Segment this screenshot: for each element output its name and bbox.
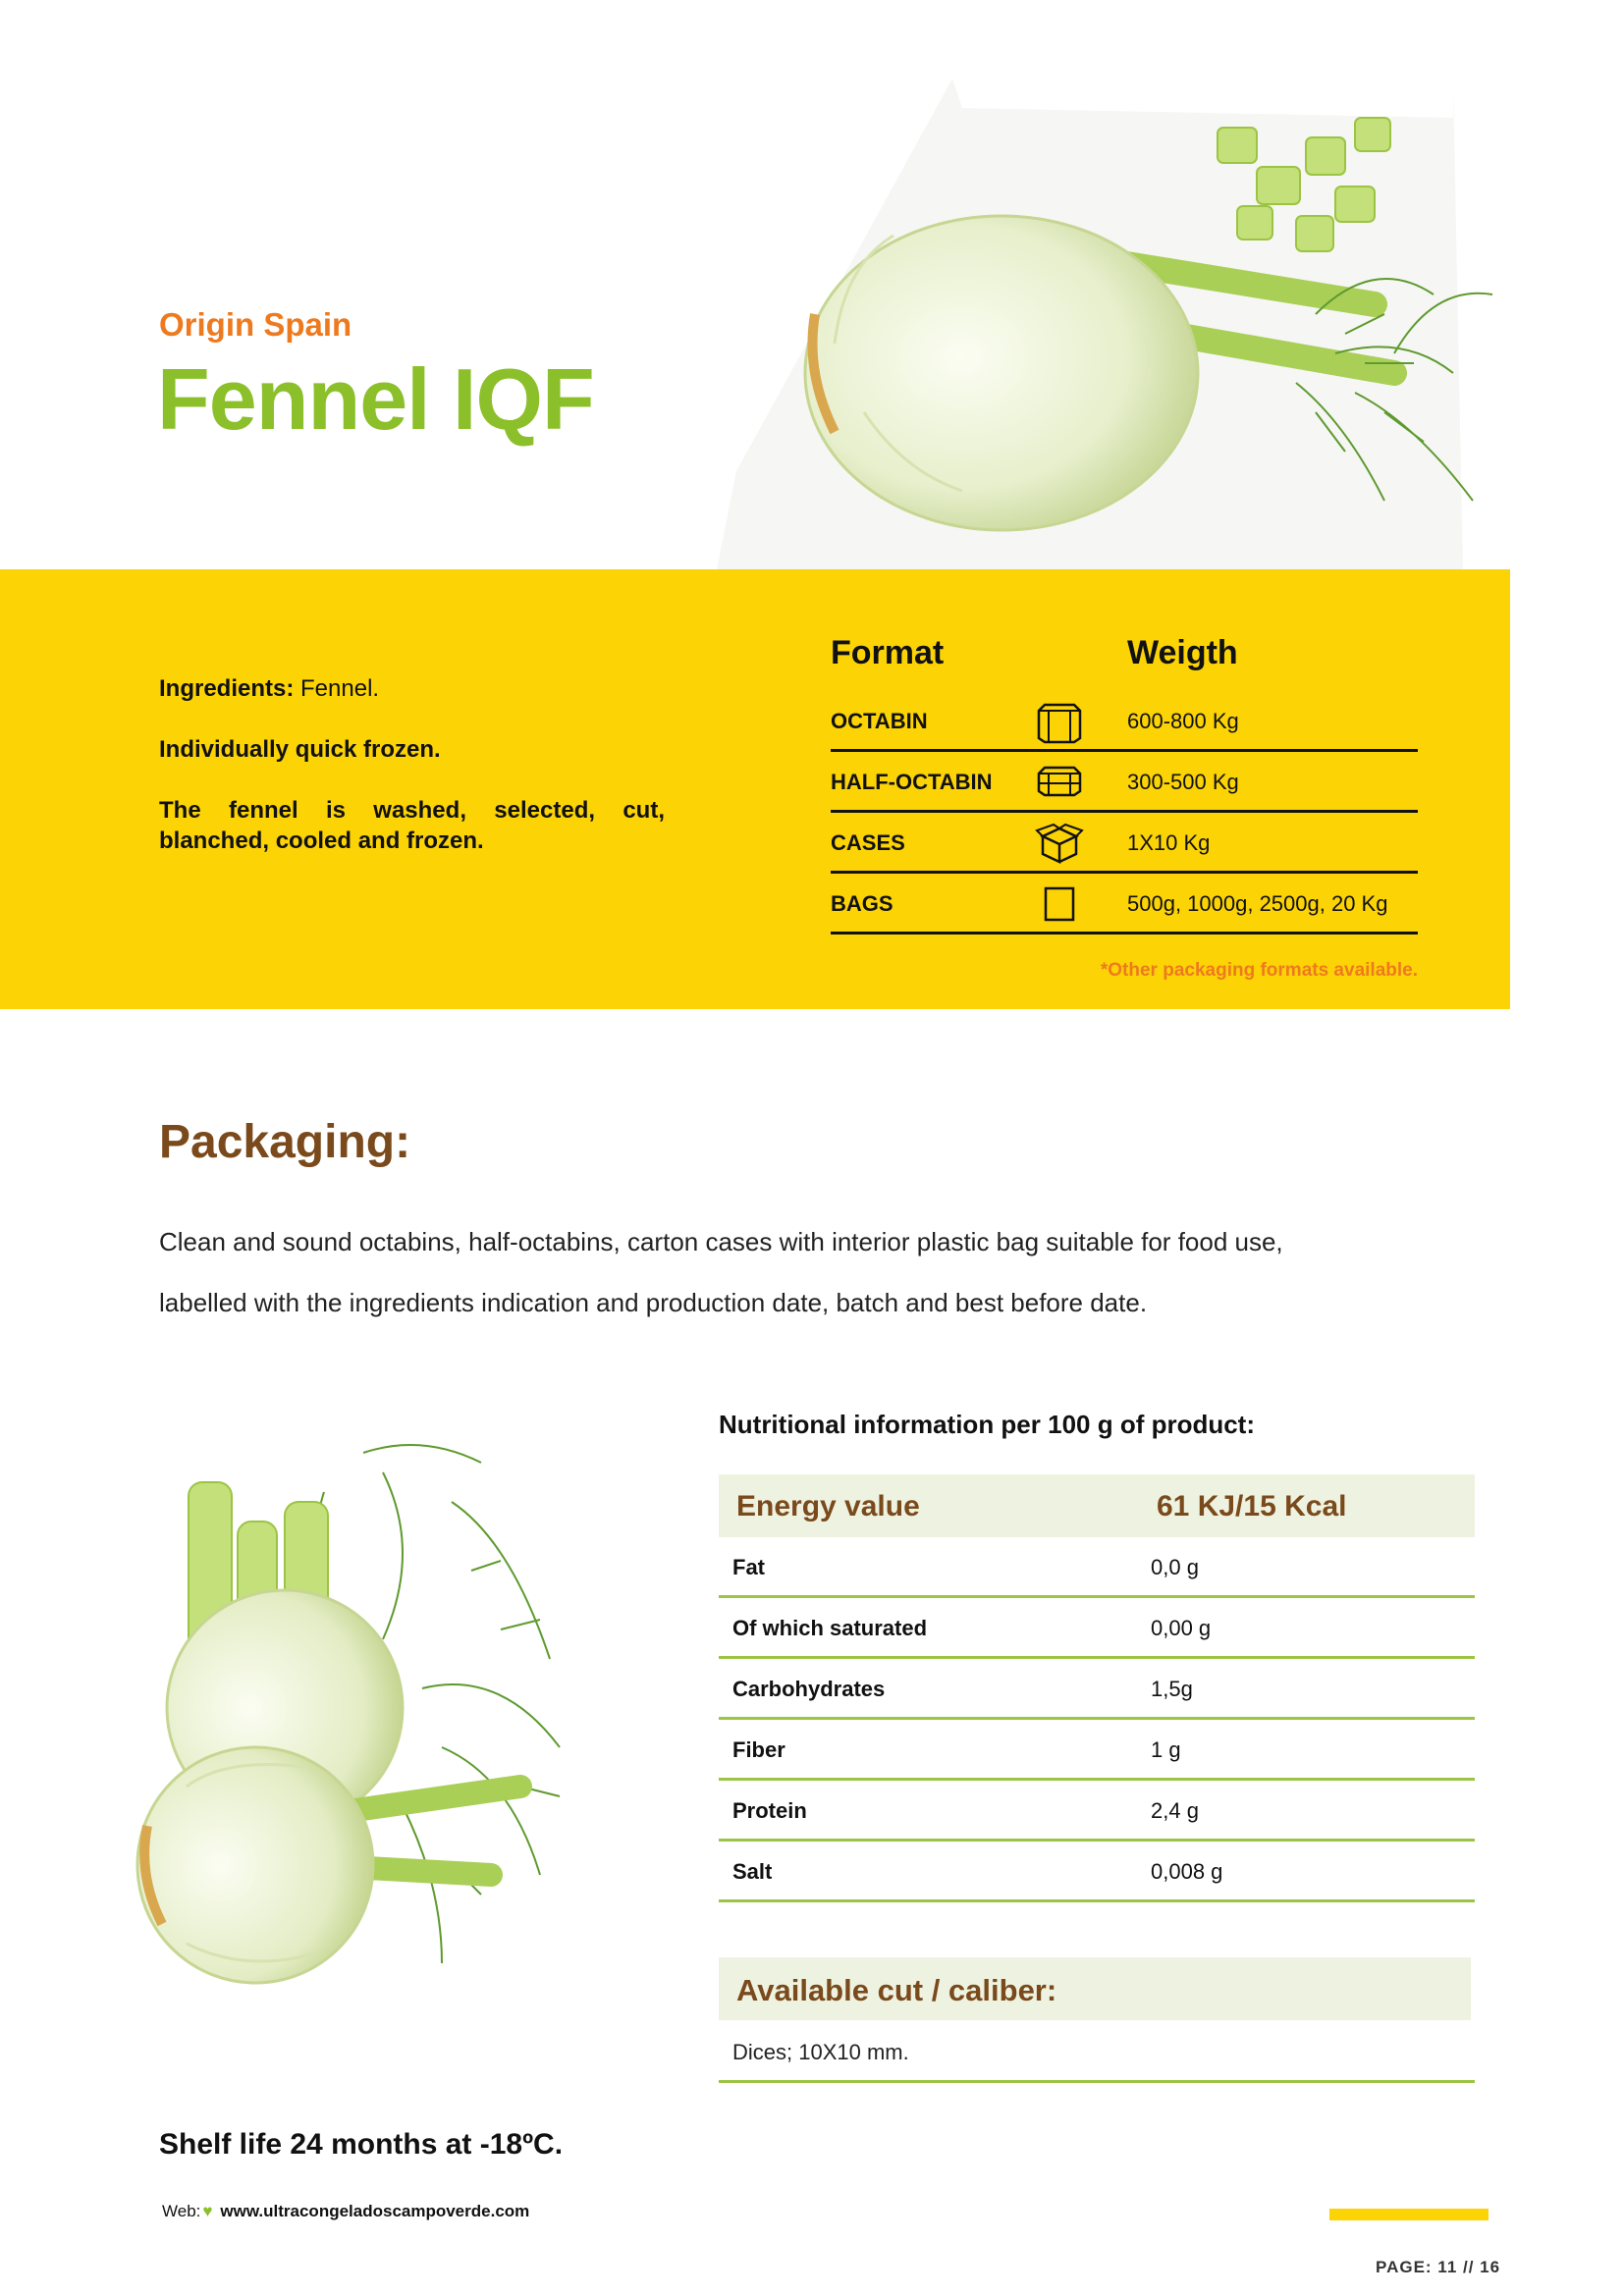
ingredients-value: Fennel. — [294, 675, 380, 702]
nutrient-value: 1,5g — [1151, 1677, 1193, 1701]
nutrient-label: Carbohydrates — [732, 1677, 886, 1701]
half-octabin-icon — [1035, 758, 1084, 805]
web-label: Web: — [162, 2202, 201, 2220]
nutrient-label: Fat — [732, 1555, 765, 1579]
format-row — [831, 874, 1418, 934]
packaging-title: Packaging: — [159, 1116, 411, 1168]
format-name: HALF-OCTABIN — [831, 770, 993, 794]
nutrient-label: Protein — [732, 1798, 807, 1823]
nutrition-title: Nutritional information per 100 g of product: — [719, 1410, 1255, 1439]
packaging-text-line1: Clean and sound octabins, half-octabins, carton cases with interior plastic bag suitable for food use, — [159, 1227, 1283, 1256]
ingredients-label: Ingredients: — [159, 675, 295, 702]
nutrient-value: 0,0 g — [1151, 1555, 1199, 1579]
nutrient-label: Of which saturated — [732, 1616, 928, 1640]
weight-header: Weigth — [1127, 634, 1238, 671]
nutrition-row — [719, 1720, 1475, 1781]
process-text: The fennel is washed, selected, cut, blanched, cooled and frozen. — [159, 797, 665, 854]
nutrition-row — [719, 1781, 1475, 1842]
nutrition-header — [719, 1474, 1475, 1537]
format-weight: 300-500 Kg — [1127, 770, 1239, 794]
web-line — [162, 2202, 529, 2221]
packaging-note: *Other packaging formats available. — [1100, 960, 1418, 981]
octabin-icon — [1035, 697, 1084, 744]
energy-label: Energy value — [736, 1490, 920, 1522]
fennel-image — [128, 1414, 658, 2042]
format-row — [831, 691, 1418, 752]
format-weight: 600-800 Kg — [1127, 709, 1239, 733]
packaging-text-line2: labelled with the ingredients indication and production date, batch and best before date. — [159, 1288, 1148, 1317]
format-row — [831, 813, 1418, 874]
fennel-plate-image — [707, 59, 1512, 569]
nutrient-value: 0,008 g — [1151, 1859, 1223, 1884]
format-name: BAGS — [831, 891, 893, 916]
nutrition-row — [719, 1598, 1475, 1659]
frozen-line — [159, 734, 665, 765]
format-name: CASES — [831, 830, 905, 855]
shelf-life: Shelf life 24 months at -18ºC. — [159, 2128, 564, 2161]
footer-accent-bar — [1329, 2209, 1489, 2220]
process-line — [159, 795, 665, 856]
caliber-row — [719, 2020, 1475, 2083]
nutrient-value: 1 g — [1151, 1737, 1181, 1762]
origin-label: Origin Spain — [159, 306, 352, 343]
page-number: PAGE: 11 // 16 — [1376, 2258, 1501, 2276]
nutrient-value: 2,4 g — [1151, 1798, 1199, 1823]
format-row — [831, 752, 1418, 813]
ingredients-line — [159, 673, 665, 704]
box-icon — [1035, 819, 1084, 866]
page-title: Fennel IQF — [157, 350, 594, 448]
caliber-title: Available cut / caliber: — [736, 1973, 1057, 2007]
nutrient-value: 0,00 g — [1151, 1616, 1212, 1640]
format-weight: 500g, 1000g, 2500g, 20 Kg — [1127, 891, 1388, 916]
nutrient-label: Fiber — [732, 1737, 785, 1762]
nutrition-row — [719, 1537, 1475, 1598]
format-header: Format — [831, 634, 945, 671]
bag-icon — [1035, 880, 1084, 927]
nutrition-row — [719, 1659, 1475, 1720]
caliber-header — [719, 1957, 1471, 2020]
caliber-value: Dices; 10X10 mm. — [732, 2040, 909, 2064]
nutrition-row — [719, 1842, 1475, 1902]
heart-icon: ♥ — [202, 2202, 213, 2220]
nutrient-label: Salt — [732, 1859, 773, 1884]
format-weight: 1X10 Kg — [1127, 830, 1211, 855]
energy-value: 61 KJ/15 Kcal — [1157, 1490, 1347, 1522]
web-link[interactable]: www.ultracongeladoscampoverde.com — [220, 2202, 530, 2220]
frozen-text: Individually quick frozen. — [159, 736, 441, 763]
format-name: OCTABIN — [831, 709, 928, 733]
